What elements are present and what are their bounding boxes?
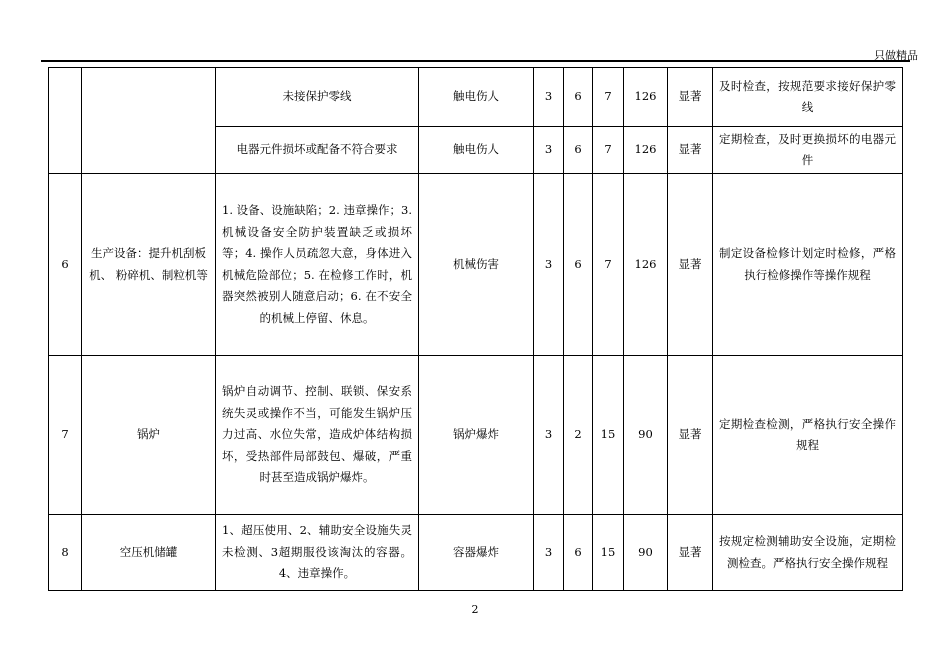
value-e: 6 <box>564 515 593 591</box>
value-e: 6 <box>564 174 593 356</box>
risk-level: 显著 <box>668 356 713 515</box>
consequence: 容器爆炸 <box>419 515 534 591</box>
consequence: 触电伤人 <box>419 68 534 127</box>
value-c: 15 <box>593 356 624 515</box>
value-c: 7 <box>593 174 624 356</box>
table-row <box>49 356 903 515</box>
risk-level: 显著 <box>668 68 713 127</box>
value-l: 3 <box>534 68 564 127</box>
equipment-name: 空压机储罐 <box>82 515 216 591</box>
value-l: 3 <box>534 174 564 356</box>
value-e: 6 <box>564 68 593 127</box>
header-rule <box>41 60 910 62</box>
table-row <box>49 174 903 356</box>
risk-level: 显著 <box>668 127 713 174</box>
header-label: 只做精品 <box>874 49 918 62</box>
hazard-factor: 未接保护零线 <box>216 68 419 127</box>
consequence: 机械伤害 <box>419 174 534 356</box>
value-l: 3 <box>534 515 564 591</box>
control-measure: 按规定检测辅助安全设施，定期检测检查。严格执行安全操作规程 <box>713 515 903 591</box>
equipment-name: 锅炉 <box>82 356 216 515</box>
control-measure: 定期检查，及时更换损坏的电器元件 <box>713 127 903 174</box>
consequence: 锅炉爆炸 <box>419 356 534 515</box>
value-l: 3 <box>534 356 564 515</box>
value-l: 3 <box>534 127 564 174</box>
control-measure: 及时检查，按规范要求接好保护零线 <box>713 68 903 127</box>
hazard-factor: 1. 设备、设施缺陷；2. 违章操作；3. 机械设备安全防护装置缺乏或损坏等；4. 操作人员疏忽大意，身体进入机械危险部位；5. 在检修工作时，机器突然被别人随意启动；6. 在不安全的机械上停留、休息。 <box>216 174 419 356</box>
value-d: 90 <box>624 515 668 591</box>
hazard-factor: 锅炉自动调节、控制、联锁、保安系统失灵或操作不当，可能发生锅炉压力过高、水位失常，造成炉体结构损坏，受热部件局部鼓包、爆破，严重时甚至造成锅炉爆炸。 <box>216 356 419 515</box>
row-number: 7 <box>49 356 82 515</box>
hazard-table <box>48 67 903 591</box>
value-c: 7 <box>593 127 624 174</box>
equipment-name <box>82 68 216 174</box>
value-e: 2 <box>564 356 593 515</box>
value-c: 7 <box>593 68 624 127</box>
value-c: 15 <box>593 515 624 591</box>
risk-level: 显著 <box>668 174 713 356</box>
table-row <box>49 68 903 127</box>
table-row <box>49 515 903 591</box>
value-e: 6 <box>564 127 593 174</box>
value-d: 126 <box>624 174 668 356</box>
row-number: 8 <box>49 515 82 591</box>
control-measure: 定期检查检测，严格执行安全操作规程 <box>713 356 903 515</box>
risk-level: 显著 <box>668 515 713 591</box>
row-number <box>49 68 82 174</box>
consequence: 触电伤人 <box>419 127 534 174</box>
value-d: 90 <box>624 356 668 515</box>
control-measure: 制定设备检修计划定时检修，严格执行检修操作等操作规程 <box>713 174 903 356</box>
page-number: 2 <box>471 603 479 616</box>
value-d: 126 <box>624 68 668 127</box>
hazard-factor: 电器元件损坏或配备不符合要求 <box>216 127 419 174</box>
equipment-name: 生产设备：提升机刮板机、 粉碎机、制粒机等 <box>82 174 216 356</box>
value-d: 126 <box>624 127 668 174</box>
row-number: 6 <box>49 174 82 356</box>
hazard-factor: 1、超压使用、2、辅助安全设施失灵未检测、3超期服役该淘汰的容器。4、违章操作。 <box>216 515 419 591</box>
